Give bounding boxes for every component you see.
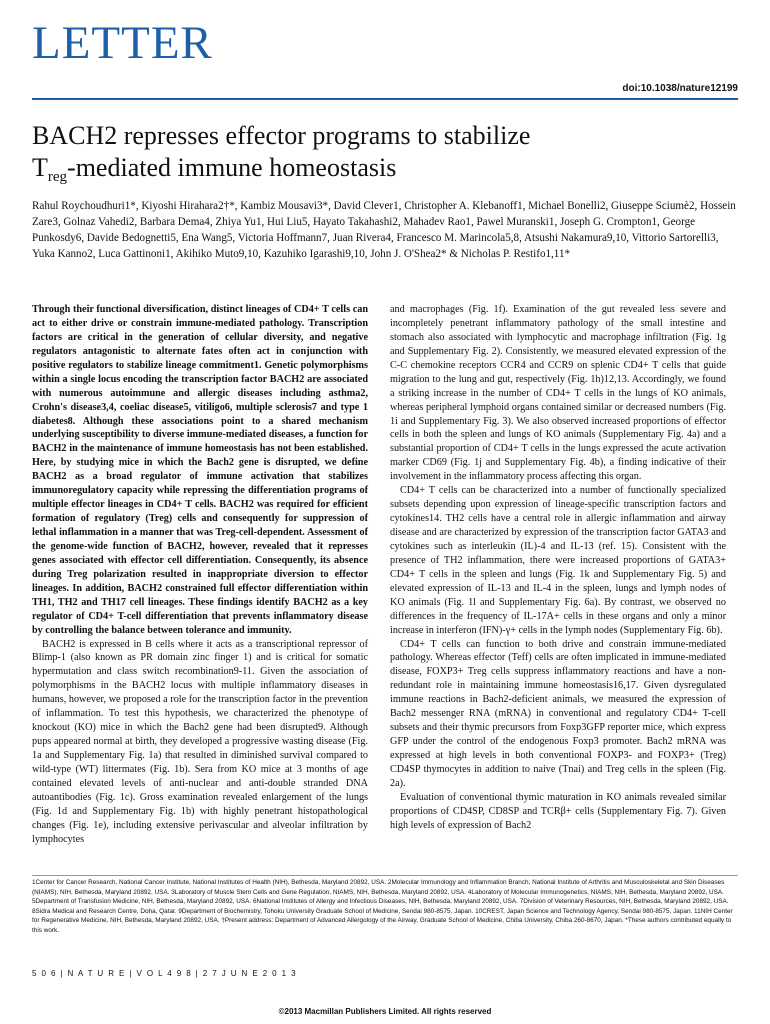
- body-paragraph: and macrophages (Fig. 1f). Examination of the gut revealed less severe and incompletely penetrant inflammatory pathology of the small intestine and stomach also associated with lymphocytic and macrophage infiltration (Fig. 1g and Supplementary Fig. 2). Consistently, we measured elevated expression of the C-C chemokine receptors CCR4 and CCR9 on splenic CD4+ T cells that guide migration to the lung and gut, respectively (Fig. 1h)12,13. Accordingly, we found a striking increase in the number of CD4+ T cells in the lungs of KO animals, whereas peripheral lymphoid organs contained similar or decreased numbers (Fig. 1i and Supplementary Fig. 3). We also observed increased proportions of effector cells in both the spleen and lungs of KO animals (Supplementary Fig. 4a) and a substantial proportion of CD4+ T cells in the lungs expressed the acute activation marker CD69 (Fig. 1j and Supplementary Fig. 4b), a finding indicative of their involvement in the inflammatory process affecting this organ.: [390, 304, 726, 483]
- copyright-notice: ©2013 Macmillan Publishers Limited. All rights reserved: [278, 1007, 492, 1016]
- title-line-2-prefix: T: [32, 152, 48, 182]
- right-column: [390, 303, 726, 833]
- affiliations-footnote: 1Center for Cancer Research, National Cancer Institute, National Institutes of Health (NIH), Bethesda, Maryland 20892, USA. 2Molecular Immunology and Inflammation Branch, National Institute of Arthritis and Musculoskeletal and Skin Diseases (NIAMS), NIH, Bethesda, Maryland 20892, USA. 3Laboratory of Muscle Stem Cells and Gene Regulation, NIAMS, NIH, Bethesda, Maryland 20892, USA. 4Laboratory of Molecular Immunogenetics, NIAMS, NIH, Bethesda, Maryland 20892, USA. 5Department of Transfusion Medicine, NIH, Bethesda, Maryland 20892, USA. 6National Institutes of Allergy and Infectious Diseases, NIH, Bethesda, Maryland 20892, USA. 7Division of Veterinary Resources, NIH, Bethesda, Maryland 20892, USA. 8Sidra Medical and Research Centre, Doha, Qatar. 9Department of Biochemistry, Tohoku University Graduate School of Medicine, Sendai 980-8575, Japan. 10CREST, Japan Science and Technology Agency, Sendai 980-8575, Japan. 11NIH Center for Regenerative Medicine, NIH, Bethesda, Maryland 20892, USA. †Present address: Department of Advanced Allergology of the Airway, Graduate School of Medicine, Chiba University, Chiba 260-8670, Japan. *These authors contributed equally to this work.: [32, 879, 733, 935]
- body-paragraph: Evaluation of conventional thymic maturation in KO animals revealed similar proportions of CD4SP, CD8SP and TCRβ+ cells (Supplementary Fig. 7). Given high levels of expression of Bach2: [390, 791, 726, 831]
- abstract: Through their functional diversification, distinct lineages of CD4+ T cells can act to either drive or constrain immune-mediated pathology. Transcription factors are critical in the generation of cellular diversity, and negative regulators antagonistic to alternate fates often act in conjunction with positive regulators to stabilize lineage commitment1. Genetic polymorphisms within a single locus encoding the transcription factor BACH2 are associated with numerous autoimmune and allergic diseases including asthma2, Crohn's disease3,4, coeliac disease5, vitiligo6, multiple sclerosis7 and type 1 diabetes8. Although these associations point to a shared mechanism underlying susceptibility to diverse immune-mediated diseases, a function for BACH2 in the maintenance of immune homeostasis has not been established. Here, by studying mice in which the Bach2 gene is disrupted, we define BACH2 as a broad regulator of immune activation that stabilizes immunoregulatory capacity while repressing the differentiation programs of multiple effector lineages in CD4+ T cells. BACH2 was required for efficient formation of regulatory (Treg) cells and consequently for suppression of lethal inflammation in a manner that was Treg-cell-dependent. Assessment of the genome-wide function of BACH2, however, revealed that it represses genes associated with effector cell differentiation. Consequently, its absence during Treg polarization resulted in inappropriate diversion to effector lineages. In addition, BACH2 constrained full effector differentiation within TH1, TH2 and TH17 cell lineages. These findings identify BACH2 as a key regulator of CD4+ T-cell differentiation that prevents inflammatory disease by controlling the balance between tolerance and immunity.: [32, 304, 368, 636]
- header-rule: [32, 98, 738, 100]
- footnote-rule: [32, 875, 738, 876]
- title-line-1: BACH2 represses effector programs to stabilize: [32, 121, 531, 150]
- doi-link[interactable]: doi:10.1038/nature12199: [622, 83, 738, 94]
- body-paragraph: CD4+ T cells can function to both drive and constrain immune-mediated pathology. Whereas effector (Teff) cells are often implicated in immune-mediated disease, FOXP3+ Treg cells suppress inflammatory reactions and have a non-redundant role in maintaining immune homeostasis16,17. Given dysregulated immune reactions in Bach2-deficient animals, we measured the expression of Bach2 messenger RNA (mRNA) in conventional and regulatory CD4+ T-cell subsets and their thymic precursors from Foxp3GFP reporter mice, which express GFP under the control of the endogenous Foxp3 promoter. Bach2 mRNA was expressed at high levels in both conventional FOXP3- and FOXP3+ (Treg) CD4SP thymocytes in addition to naive (Tnai) and Treg cells in the spleen (Fig. 2a).: [390, 638, 726, 789]
- section-label: LETTER: [32, 17, 213, 69]
- left-column: [32, 303, 368, 847]
- title-line-2-rest: -mediated immune homeostasis: [67, 152, 397, 182]
- body-paragraph: BACH2 is expressed in B cells where it acts as a transcriptional repressor of Blimp-1 (also known as PR domain zinc finger 1) and is critical for somatic hypermutation and class switch recombination9-11. Given the association of polymorphisms in the BACH2 locus with multiple inflammatory diseases in humans, however, we proposed a role for the transcription factor in the prevention of inflammation. To test this hypothesis, we characterized the phenotype of knockout (KO) mice in which the Bach2 gene had been disrupted9. Although pups appeared normal at birth, they developed a progressive wasting disease (Fig. 1a and Supplementary Fig. 1a) that resulted in diminished survival compared to wild-type (WT) littermates (Fig. 1b). Sera from KO mice at 3 months of age contained elevated levels of anti-nuclear and anti-double stranded DNA autoantibodies (Fig. 1c). Gross examination revealed enlargement of the lungs (Fig. 1d and Supplementary Fig. 1b) with highly penetrant histopathological changes (Fig. 1e), including extensive perivascular and alveolar infiltration by lymphocytes: [32, 638, 368, 845]
- title-subscript: reg: [47, 168, 68, 185]
- article-title: [32, 120, 738, 186]
- body-paragraph: CD4+ T cells can be characterized into a number of functionally specialized subsets depending upon expression of lineage-specific transcription factors and cytokines14. TH2 cells have a central role in allergic inflammation and airway disease and are characterized by expression of the transcription factor GATA3 and cytokines such as interleukin (IL)-4 and IL-13 (ref. 15). Consistent with the presence of TH2 inflammation, there were increased proportions of GATA3+ CD4+ T cells in the spleen and lungs (Fig. 1k and Supplementary Fig. 5) and elevated expression of IL-13 and IL-4 in the spleen, lungs and lymph nodes of KO animals (Fig. 1l and Supplementary Fig. 6a). By contrast, we observed no differences in the frequency of IL-17A+ cells in these organs and only a minor increase in interferon (IFN)-γ+ cells in the lymph nodes (Supplementary Fig. 6b).: [390, 485, 726, 636]
- page-footer: 5 0 6 | N A T U R E | V O L 4 9 8 | 2 7 J U N E 2 0 1 3: [32, 969, 297, 978]
- author-list: Rahul Roychoudhuri1*, Kiyoshi Hirahara2†*, Kambiz Mousavi3*, David Clever1, Christopher A. Klebanoff1, Michael Bonelli2, Giuseppe Sciumè2, Hossein Zare3, Golnaz Vahedi2, Barbara Dema4, Zhiya Yu1, Hui Liu5, Hayato Takahashi2, Mahadev Rao1, Pawel Muranski1, Joseph G. Crompton1, George Punkosdy6, Davide Bedognetti5, Ena Wang5, Victoria Hoffmann7, Juan Rivera4, Francesco M. Marincola5,8, Atsushi Nakamura9,10, Vittorio Sartorelli3, Yuka Kanno2, Luca Gattinoni1, Akihiko Muto9,10, Kazuhiko Igarashi9,10, John J. O'Shea2* & Nicholas P. Restifo1,11*: [32, 200, 736, 260]
